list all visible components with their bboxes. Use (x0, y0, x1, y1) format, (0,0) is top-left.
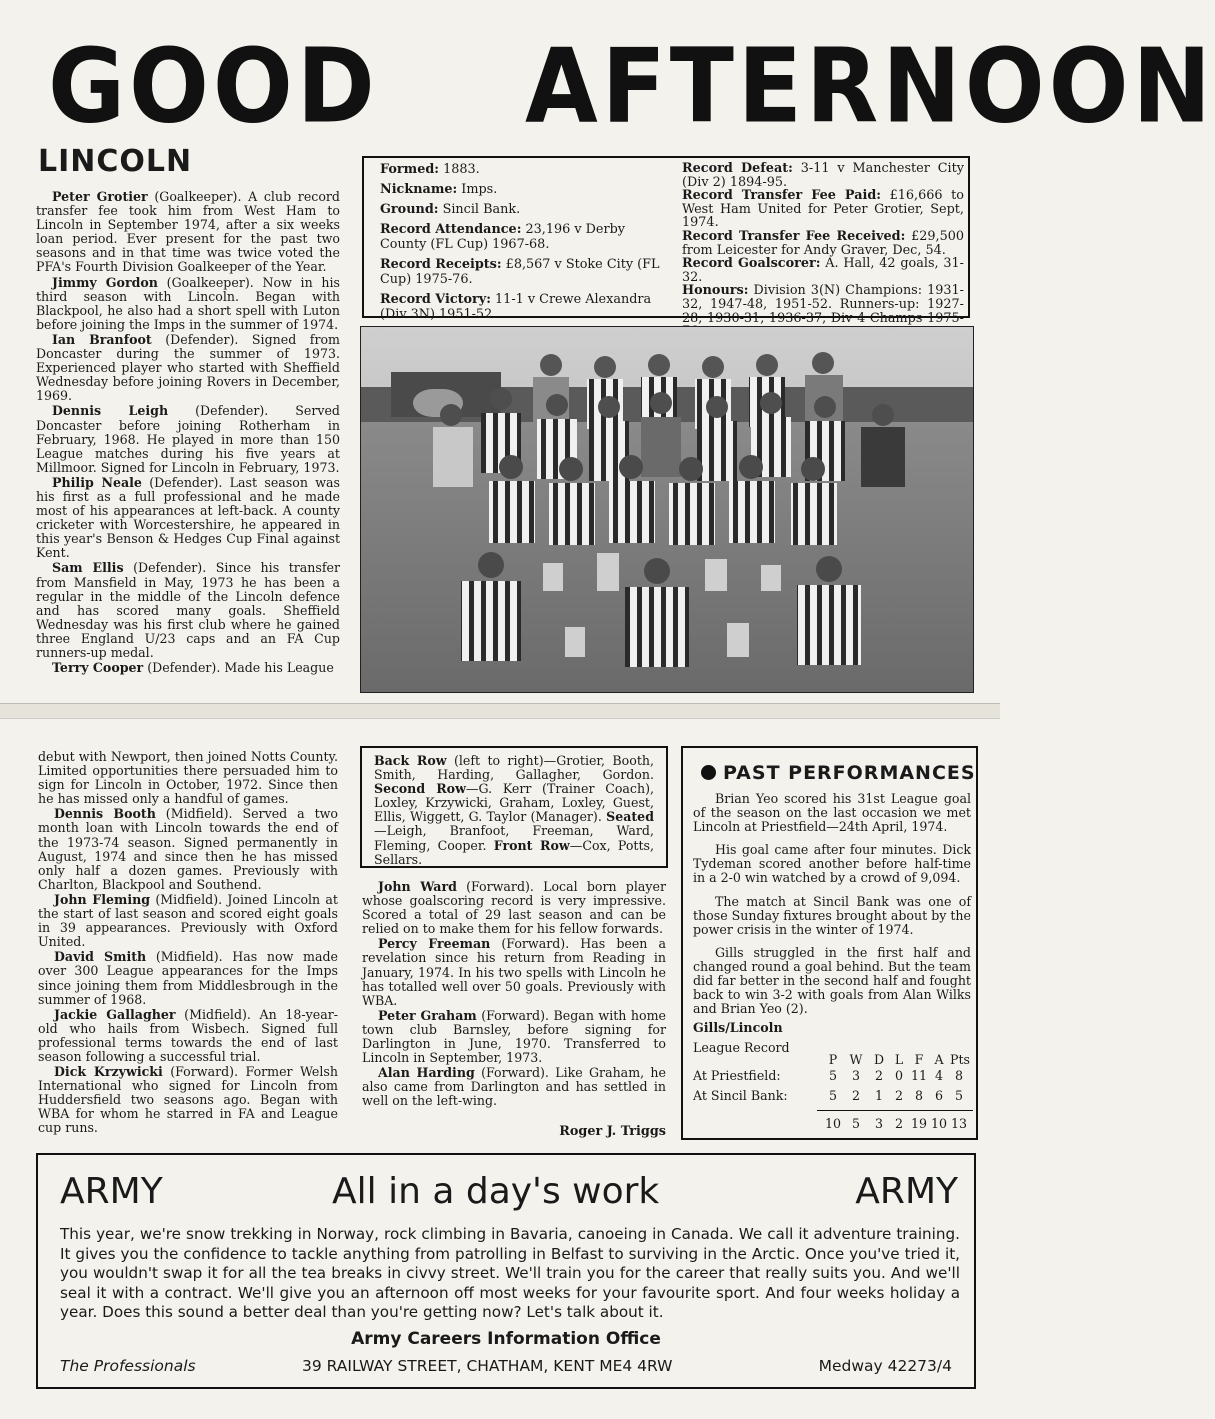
record-cell: 5 (828, 1088, 837, 1103)
player-name: Sam Ellis (52, 560, 124, 576)
army-advert (36, 1153, 976, 1389)
fact-label: Record Defeat: (682, 161, 793, 176)
club-facts-box (362, 156, 970, 326)
player-name: Jackie Gallagher (54, 1006, 176, 1022)
player-profile (36, 404, 340, 474)
player-profile (38, 1008, 338, 1064)
player-description: (Forward). Former Welsh International who signed for Lincoln from Huddersfield two seasons ago. Began with WBA for whom he starred in FA and League cup runs. (38, 1064, 338, 1136)
ad-tagline: All in a day's work (332, 1171, 660, 1212)
record-header: D (873, 1052, 885, 1067)
fact-value: Sincil Bank. (438, 202, 521, 217)
player-name: Dick Krzywicki (54, 1064, 163, 1080)
fact-label: Record Attendance: (380, 222, 522, 237)
record-total-cell: 5 (851, 1116, 860, 1131)
record-total-rule (817, 1110, 973, 1111)
ad-slogan: The Professionals (60, 1357, 196, 1375)
club-fact (380, 162, 662, 177)
caption-front-label: Front Row (493, 837, 570, 853)
past-performances-text (693, 792, 971, 1025)
author-credit: Roger J. Triggs (559, 1124, 666, 1139)
player-profile (36, 476, 340, 561)
player-name: Ian Branfoot (52, 331, 152, 347)
player-name: Peter Grotier (52, 189, 148, 204)
club-fact (380, 292, 662, 322)
player-profile (362, 880, 666, 936)
club-fact (380, 182, 662, 197)
photo-caption-box (360, 746, 668, 868)
record-cell: 1 (874, 1088, 883, 1103)
player-profile (36, 561, 340, 660)
player-profile (38, 1065, 338, 1135)
record-cell: 8 (914, 1088, 923, 1103)
ad-address: 39 RAILWAY STREET, CHATHAM, KENT ME4 4RW (302, 1357, 673, 1375)
ad-army-left: ARMY (60, 1171, 163, 1212)
fact-label: Record Victory: (380, 292, 491, 307)
player-profiles-left (36, 190, 340, 676)
player-description: (Forward). Local born player whose goalscoring record is very impressive. Scored a total of 29 last season and can be relied on to make them for his fellow forwards. (362, 879, 666, 937)
record-cell: 4 (934, 1068, 943, 1083)
ad-phone: Medway 42273/4 (818, 1357, 952, 1375)
fact-label: Formed: (380, 162, 440, 177)
fact-label: Record Receipts: (380, 257, 502, 272)
player-description: (Midfield). Joined Lincoln at the start of last season and scored eight goals in 39 appearances. Previously with Oxford United. (38, 891, 338, 950)
past-paragraph: His goal came after four minutes. Dick Tydeman scored another before half-time in a 2-0 win watched by a crowd of 9,094. (693, 842, 971, 886)
record-cell: 5 (828, 1068, 837, 1083)
club-fact (380, 257, 662, 287)
fact-value: £8,567 v Stoke City (FL Cup) 1975-76. (380, 257, 660, 287)
record-title: Gills/Lincoln (693, 1020, 783, 1035)
club-fact (682, 189, 964, 230)
player-profile (362, 1009, 666, 1065)
record-total-cell: 13 (950, 1116, 968, 1131)
club-fact (682, 162, 964, 189)
fact-value: 1883. (439, 162, 480, 177)
record-cell: 2 (851, 1088, 860, 1103)
record-subtitle: League Record (693, 1040, 790, 1055)
record-cell: 5 (954, 1088, 963, 1103)
record-header: W (849, 1052, 863, 1067)
record-cell: 6 (934, 1088, 943, 1103)
player-name: David Smith (54, 949, 147, 965)
record-header: A (934, 1052, 944, 1067)
record-row-label: At Priestfield: (693, 1068, 781, 1083)
club-fact (380, 222, 662, 252)
fact-label: Record Goalscorer: (682, 256, 821, 272)
player-name: Peter Graham (378, 1007, 477, 1023)
player-description: (Defender). Last season was his first as a full professional and he made most of his appearances at left-back. A county cricketer with Worcestershire, he appeared in this year's Benson & Hedges Cup Final against Kent. (36, 474, 340, 561)
player-description: (Defender). Since his transfer from Mansfield in May, 1973 he has been a regular in the middle of the Lincoln defence and has scored many goals. Sheffield Wednesday was his first club where he gained three England U/23 caps and an FA Cup runners-up medal. (36, 560, 340, 660)
fact-value: 3-11 v Manchester City (Div 2) 1894-95. (682, 161, 964, 190)
record-total-cell: 19 (910, 1116, 928, 1131)
player-description: (Goalkeeper). Now in his third season with Lincoln. Began with Blackpool, he also had a short spell with Luton before joining the Imps in the summer of 1974. (36, 274, 341, 332)
record-total-cell: 3 (874, 1116, 883, 1131)
club-fact (380, 202, 662, 217)
club-fact (682, 230, 964, 257)
player-name: Percy Freeman (378, 936, 491, 952)
record-header: Pts (950, 1052, 970, 1067)
player-description: (Defender). Served Doncaster before joining Rotherham in February, 1968. He played in more than 150 League matches during his five years at Millmoor. Signed for Lincoln in February, 1973. (36, 403, 340, 475)
club-facts-left (380, 162, 662, 327)
player-description: (Forward). Like Graham, he also came from Darlington and has settled in well on the left-wing. (362, 1065, 666, 1109)
player-description: (Forward). Began with home town club Barnsley, before signing for Darlington in June, 1970. Transferred to Lincoln in September, 1973. (362, 1007, 666, 1066)
fact-label: Honours: (682, 283, 749, 299)
record-total-cell: 10 (930, 1116, 948, 1131)
ad-body-text: This year, we're snow trekking in Norway, rock climbing in Bavaria, canoeing in Canada. We call it adventure training. It gives you the confidence to tackle anything from patrolling in Belfast to surviving in the Arctic. Once you've tried it, you wouldn't swap it for all the tea breaks in civvy street. We'll train you for the career that really suits you. And we'll seal it with a contract. We'll give you an afternoon off most weeks for your favourite sport. And four weeks holiday a year. Does this sound a better deal than you're getting now? Let's talk about it. (60, 1225, 960, 1322)
caption-back: (left to right)—Grotier, Booth, Smith, Harding, Gallagher, Gordon. (374, 753, 655, 783)
player-profile (36, 661, 340, 675)
record-cell: 0 (894, 1068, 903, 1083)
fact-label: Ground: (380, 202, 439, 217)
player-description: (Forward). Has been a revelation since his return from Reading in January, 1974. In his two spells with Lincoln he has totalled well over 50 goals. Previously with WBA. (362, 936, 667, 1008)
past-paragraph: The match at Sincil Bank was one of those Sunday fixtures brought about by the power crisis in the winter of 1974. (693, 893, 971, 937)
club-fact (682, 257, 964, 284)
player-name: John Ward (378, 879, 457, 894)
past-paragraph: Brian Yeo scored his 31st League goal of the season on the last occasion we met Lincoln at Priestfield—24th April, 1974. (693, 791, 971, 835)
fact-value: A. Hall, 42 goals, 31-32. (682, 256, 964, 285)
caption-second-label: Second Row (374, 781, 466, 797)
player-profile (36, 333, 340, 403)
player-profile (38, 950, 338, 1006)
player-profile (38, 807, 338, 892)
record-header: F (914, 1052, 924, 1067)
bullet-dot-icon (701, 765, 716, 780)
record-total-cell: 2 (894, 1116, 903, 1131)
player-description: (Midfield). Has now made over 300 League appearances for the Imps since joining them from Middlesbrough in the summer of 1968. (38, 949, 338, 1007)
record-header: L (894, 1052, 904, 1067)
past-performances-box (681, 746, 978, 1140)
player-profile (38, 893, 338, 949)
player-profile (38, 750, 338, 806)
record-cell: 8 (954, 1068, 963, 1083)
caption-back-label: Back Row (374, 753, 447, 768)
player-profiles-continued-1 (38, 750, 338, 1137)
player-name: John Fleming (54, 891, 151, 907)
past-performances-heading (701, 762, 976, 784)
team-photo (360, 326, 974, 693)
player-name: Jimmy Gordon (52, 274, 158, 290)
player-description: (Goalkeeper). A club record transfer fee took him from West Ham to Lincoln in September 1974, after a six weeks loan period. Ever present for the past two seasons and in that time was twice voted the PFA's Fourth Division Goalkeeper of the Year. (36, 189, 340, 275)
player-profile (36, 276, 340, 332)
record-row-label: At Sincil Bank: (693, 1088, 788, 1103)
caption-seated: —Leigh, Branfoot, Freeman, Ward, Fleming, Cooper. (374, 823, 654, 853)
caption-seated-label: Seated (606, 809, 654, 825)
headline-word-good: GOOD (48, 27, 379, 147)
fact-value: 11-1 v Crewe Alexandra (Div 3N) 1951-52. (380, 292, 652, 322)
fact-value: Division 3(N) Champions: 1931-32, 1947-48, 1951-52. Runners-up: 1927-28, 1930-31, 1936-37, Div 4 Champs 1975- (682, 283, 964, 326)
player-profile (36, 190, 340, 275)
ad-army-right: ARMY (855, 1171, 958, 1212)
player-name: Philip Neale (52, 474, 142, 490)
player-name: Dennis Leigh (52, 403, 169, 419)
league-record-table (693, 1052, 973, 1132)
team-photo-image (361, 327, 973, 692)
record-total-cell: 10 (824, 1116, 842, 1131)
club-title: LINCOLN (38, 144, 193, 179)
page-fold (0, 703, 1000, 719)
club-facts-right (682, 162, 964, 352)
fact-value: £16,666 to West Ham United for Peter Grotier, Sept, 1974. (682, 188, 964, 231)
fact-label: Record Transfer Fee Received: (682, 228, 906, 244)
fact-value: Imps. (457, 182, 498, 197)
record-cell: 2 (894, 1088, 903, 1103)
ad-office-name: Army Careers Information Office (351, 1329, 661, 1349)
player-profile (362, 1066, 666, 1108)
past-paragraph: Gills struggled in the first half and changed round a goal behind. But the team did far better in the second half and fought back to win 3-2 with goals from Alan Wilks and Brian Yeo (2). (693, 944, 971, 1017)
caption-front: —Cox, Potts, Sellars. (374, 837, 654, 867)
fact-label: Record Transfer Fee Paid: (682, 188, 882, 204)
caption-second: —G. Kerr (Trainer Coach), Loxley, Krzywicki, Graham, Loxley, Guest, Ellis, Wiggett, G. Taylor (Manager). (374, 781, 655, 825)
player-name: Dennis Booth (54, 806, 156, 822)
player-description: (Defender). Made his League (143, 660, 334, 676)
player-description: (Midfield). An 18-year-old who hails from Wisbech. Signed full professional terms towards the end of last season following a successful trial. (38, 1006, 338, 1064)
fact-value: 23,196 v Derby County (FL Cup) 1967-68. (380, 222, 626, 252)
page-headline (48, 27, 1215, 147)
past-performances-title: PAST PERFORMANCES (723, 762, 976, 784)
player-description: (Defender). Signed from Doncaster during the summer of 1973. Experienced player who started with Sheffield Wednesday before joining Rovers in December, 1969. (36, 331, 340, 404)
player-profiles-continued-2 (362, 880, 666, 1110)
fact-value: £29,500 from Leicester for Andy Graver, Dec, 54. (682, 228, 964, 258)
player-description: debut with Newport, then joined Notts County. Limited opportunities there persuaded him to sign for Lincoln in October, 1972. Since then he has missed only a handful of games. (38, 749, 338, 807)
record-cell: 3 (851, 1068, 860, 1083)
headline-word-afternoon: AFTERNOON (525, 27, 1215, 147)
player-name: Terry Cooper (52, 660, 144, 676)
fact-label: Nickname: (380, 182, 458, 197)
record-header: P (828, 1052, 838, 1067)
player-name: Alan Harding (378, 1065, 475, 1081)
record-cell: 11 (910, 1068, 928, 1083)
player-profile (362, 937, 666, 1007)
record-cell: 2 (874, 1068, 883, 1083)
player-description: (Midfield). Served a two month loan with Lincoln towards the end of the 1973-74 season. Signed permanently in August, 1974 and since then he has missed only half a dozen games. Previously with Charlton, Blackpool and Southend. (38, 806, 338, 892)
